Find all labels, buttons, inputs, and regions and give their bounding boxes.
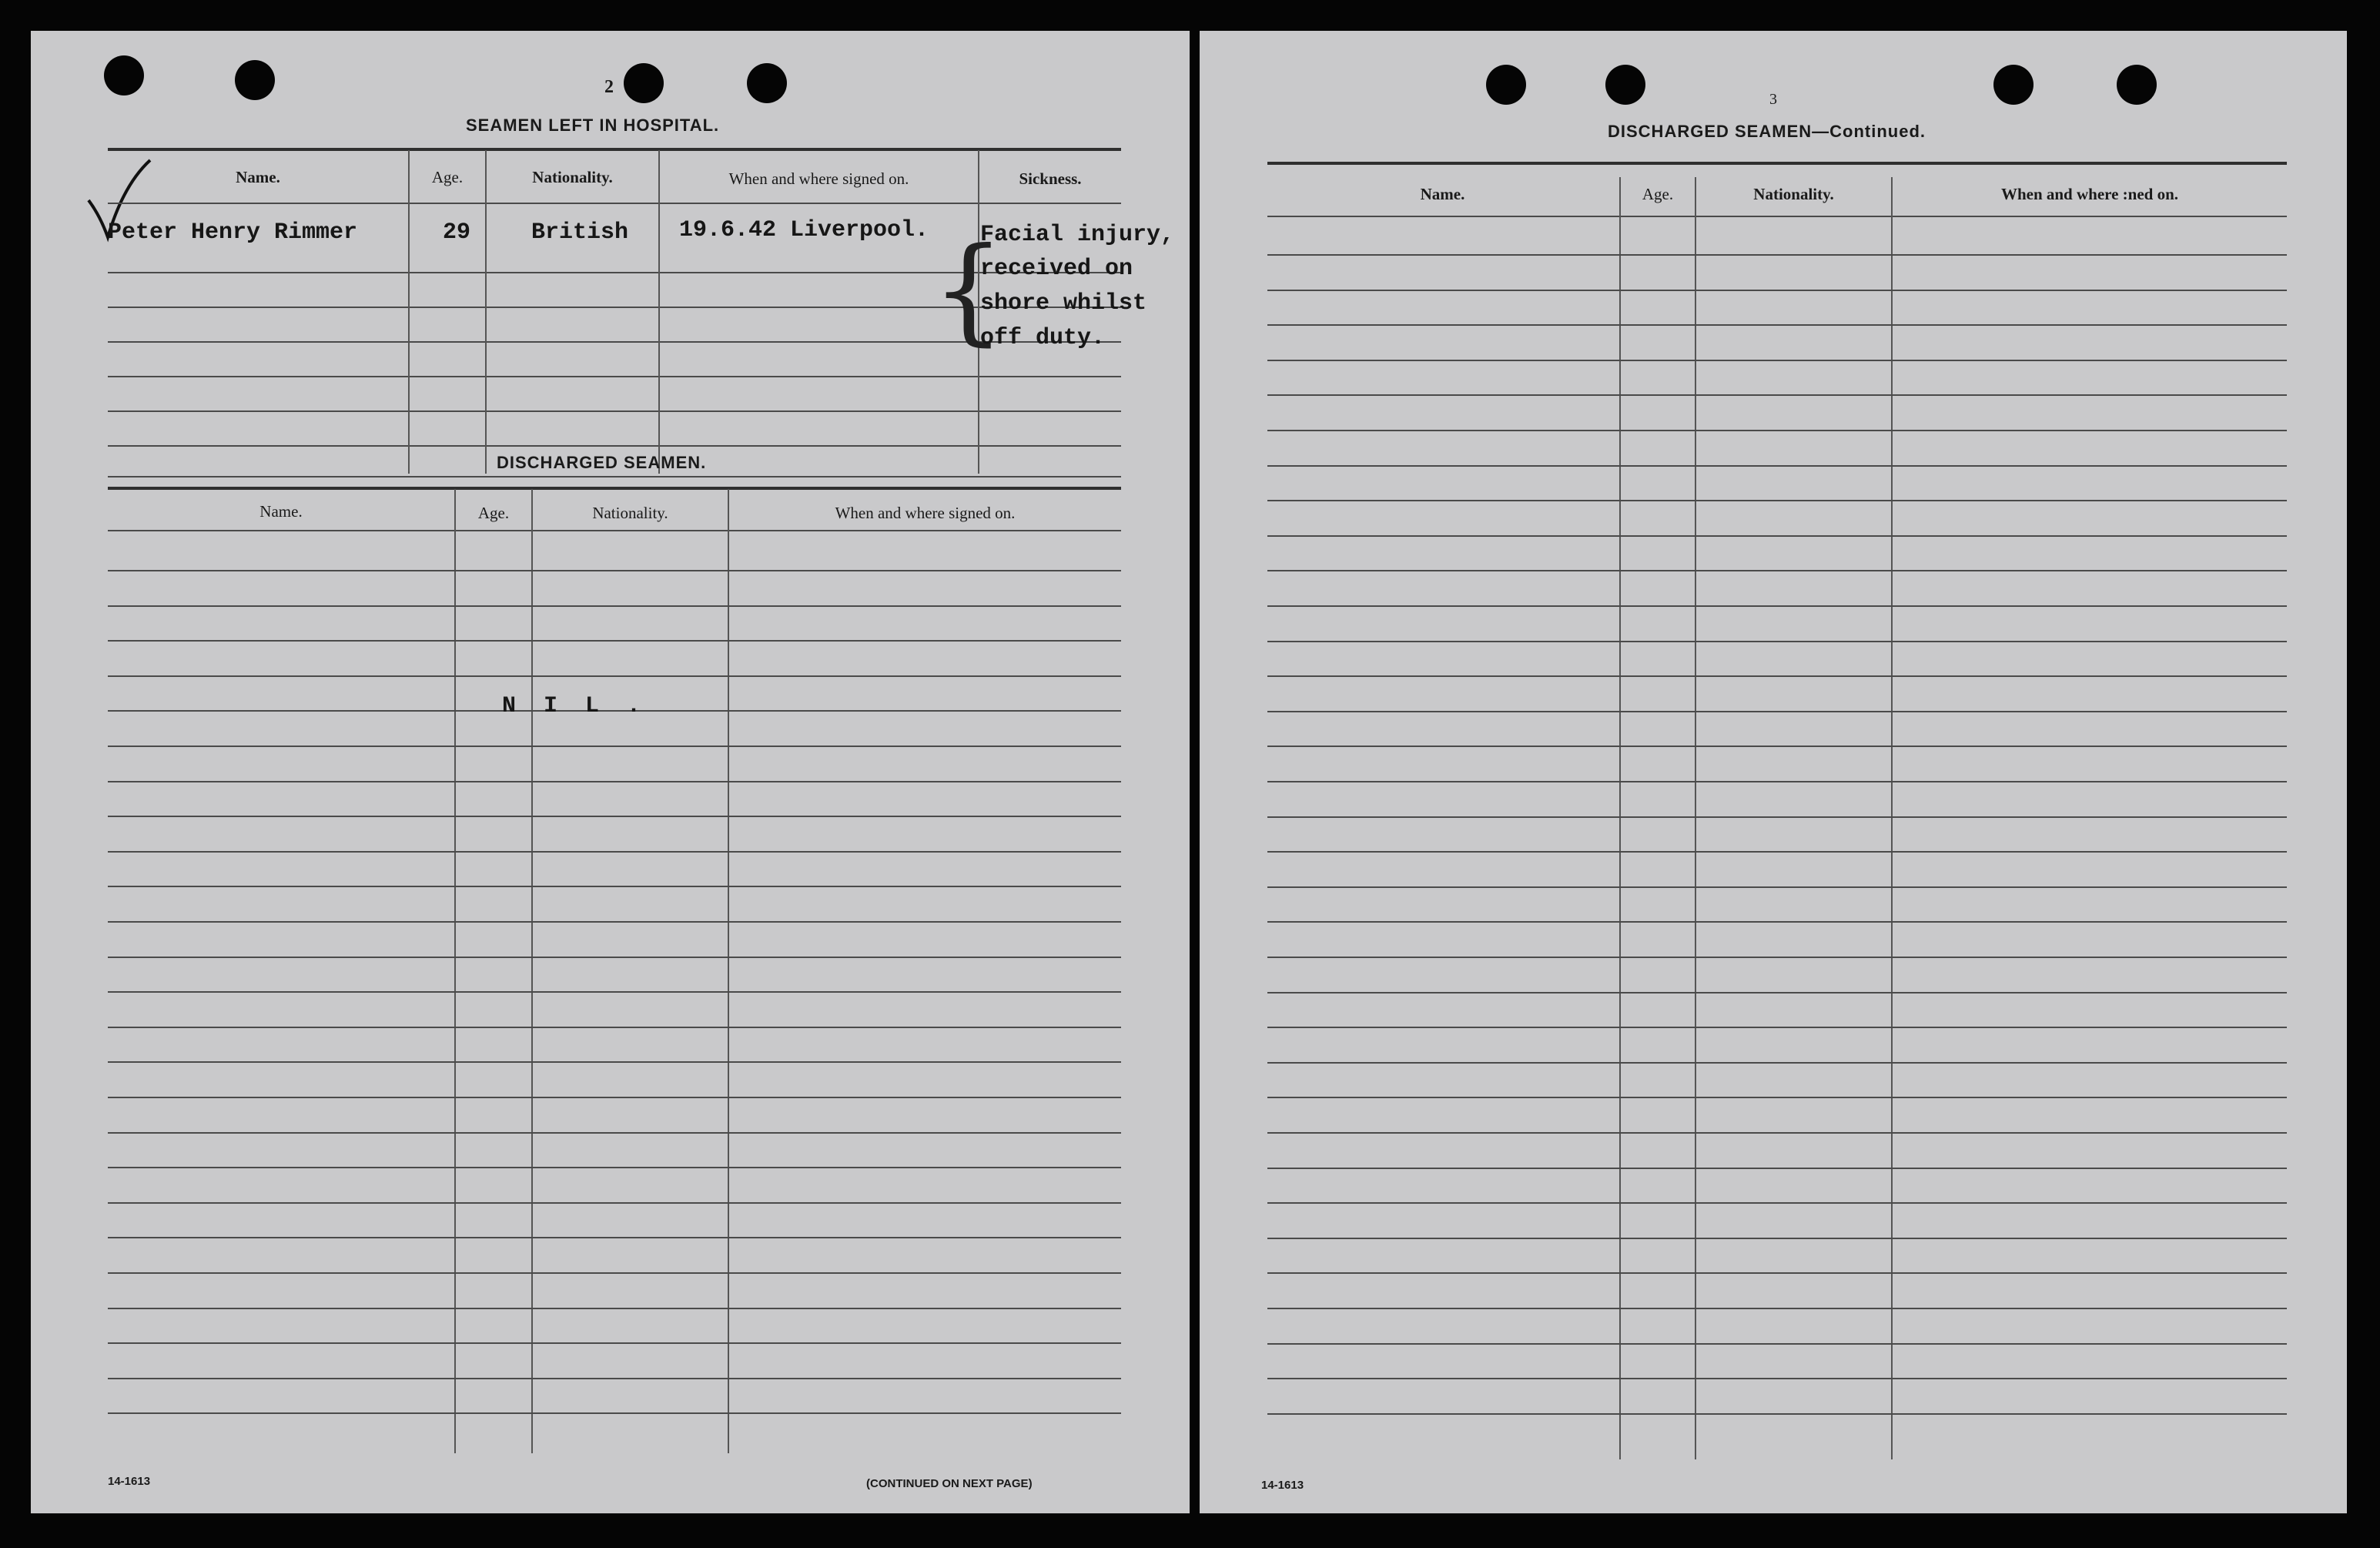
entry-sickness-line: received on xyxy=(980,256,1133,282)
punch-hole xyxy=(235,60,275,100)
column-header-name: Name. xyxy=(236,168,280,186)
table-rule xyxy=(1267,816,2287,818)
table-rule xyxy=(1267,1097,2287,1098)
column-header-nationality: Nationality. xyxy=(592,504,668,522)
table-rule xyxy=(1267,1272,2287,1274)
discharged-continued-title: DISCHARGED SEAMEN—Continued. xyxy=(1608,122,1926,141)
punch-hole xyxy=(2117,65,2157,105)
table-rule xyxy=(1267,535,2287,537)
table-rule xyxy=(1267,290,2287,291)
table-rule xyxy=(108,991,1121,993)
table-rule xyxy=(1267,1308,2287,1309)
table-rule xyxy=(1267,570,2287,571)
continued-note: (CONTINUED ON NEXT PAGE) xyxy=(866,1477,1033,1490)
column-header-nationality: Nationality. xyxy=(1753,185,1834,203)
column-divider xyxy=(1891,177,1893,1459)
column-divider xyxy=(1695,177,1696,1459)
punch-hole xyxy=(104,55,144,95)
punch-hole xyxy=(747,63,787,103)
table-rule xyxy=(108,1342,1121,1344)
column-divider xyxy=(408,150,410,474)
column-divider xyxy=(658,150,660,474)
table-rule xyxy=(108,445,1121,447)
table-rule xyxy=(108,410,1121,412)
table-rule xyxy=(108,1412,1121,1414)
table-rule xyxy=(1267,1027,2287,1028)
table-rule xyxy=(108,746,1121,747)
column-header-sickness: Sickness. xyxy=(1019,169,1082,188)
hospital-section-title: SEAMEN LEFT IN HOSPITAL. xyxy=(466,116,720,135)
table-rule xyxy=(1267,465,2287,467)
table-rule xyxy=(1267,324,2287,326)
nil-entry: N I L . xyxy=(502,693,641,719)
form-number: 14-1613 xyxy=(108,1475,151,1488)
table-rule xyxy=(1267,1378,2287,1379)
table-rule xyxy=(1267,641,2287,642)
table-rule xyxy=(108,1061,1121,1063)
table-rule xyxy=(1267,746,2287,747)
table-rule xyxy=(1267,430,2287,431)
form-number: 14-1613 xyxy=(1261,1479,1304,1492)
table-rule xyxy=(1267,781,2287,782)
column-header-age: Age. xyxy=(477,504,510,522)
table-rule xyxy=(108,886,1121,887)
table-rule xyxy=(108,781,1121,782)
table-rule xyxy=(1267,711,2287,712)
table-rule xyxy=(108,640,1121,642)
table-rule xyxy=(1267,500,2287,501)
table-rule xyxy=(108,851,1121,853)
entry-sickness-line: shore whilst xyxy=(980,290,1147,317)
right-page xyxy=(1200,31,2347,1513)
table-rule xyxy=(108,530,1121,531)
discharged-section-title: DISCHARGED SEAMEN. xyxy=(497,453,707,472)
entry-sickness-line: Facial injury, xyxy=(980,222,1175,248)
column-header-signed-on: When and where signed on. xyxy=(835,504,1016,522)
table-rule xyxy=(1267,605,2287,607)
table-rule xyxy=(1267,216,2287,217)
table-rule xyxy=(1267,1202,2287,1204)
table-rule xyxy=(108,1272,1121,1274)
entry-nationality: British xyxy=(531,219,629,246)
table-rule xyxy=(108,1027,1121,1028)
table-rule xyxy=(1267,1413,2287,1415)
table-rule xyxy=(1267,992,2287,993)
entry-sickness-line: off duty. xyxy=(980,325,1106,351)
table-rule xyxy=(108,921,1121,923)
column-header-name: Name. xyxy=(1420,185,1465,203)
entry-name: Peter Henry Rimmer xyxy=(108,219,358,246)
table-rule xyxy=(108,957,1121,958)
table-rule xyxy=(1267,957,2287,958)
punch-hole xyxy=(1486,65,1526,105)
left-page xyxy=(31,31,1190,1513)
column-header-signed-on: When and where signed on. xyxy=(728,169,909,188)
table-rule xyxy=(108,816,1121,817)
column-header-nationality: Nationality. xyxy=(532,168,613,186)
table-rule xyxy=(1267,1238,2287,1239)
table-rule xyxy=(108,1132,1121,1134)
page-number: 3 xyxy=(1769,91,1777,108)
column-header-age: Age. xyxy=(431,168,464,186)
punch-hole xyxy=(1605,65,1645,105)
table-rule xyxy=(1267,675,2287,677)
table-rule xyxy=(1267,1132,2287,1134)
table-rule xyxy=(1267,360,2287,361)
table-rule xyxy=(1267,1168,2287,1169)
entry-signed-on: 19.6.42 Liverpool. xyxy=(679,217,929,243)
table-rule xyxy=(1267,851,2287,853)
table-rule xyxy=(1267,162,2287,165)
punch-hole xyxy=(624,63,664,103)
table-rule xyxy=(108,605,1121,607)
column-divider xyxy=(485,150,487,474)
table-rule xyxy=(108,675,1121,677)
table-rule xyxy=(108,1202,1121,1204)
table-rule xyxy=(1267,921,2287,923)
table-rule xyxy=(1267,394,2287,396)
column-header-age: Age. xyxy=(1642,185,1674,203)
table-rule xyxy=(108,203,1121,204)
column-header-name: Name. xyxy=(259,502,303,521)
table-rule xyxy=(108,476,1121,477)
table-rule xyxy=(108,570,1121,571)
table-rule xyxy=(108,1167,1121,1168)
table-rule xyxy=(1267,1343,2287,1345)
column-divider xyxy=(1619,177,1621,1459)
page-number: 2 xyxy=(604,77,614,97)
punch-hole xyxy=(1993,65,2034,105)
table-rule xyxy=(1267,886,2287,888)
table-rule xyxy=(108,1237,1121,1238)
table-rule xyxy=(108,376,1121,377)
entry-age: 29 xyxy=(443,219,471,246)
table-rule xyxy=(108,1378,1121,1379)
table-rule xyxy=(108,1308,1121,1309)
brace-glyph: { xyxy=(932,223,1006,357)
table-rule xyxy=(108,1097,1121,1098)
table-rule xyxy=(108,487,1121,490)
table-rule xyxy=(108,148,1121,151)
table-rule xyxy=(1267,1062,2287,1064)
table-rule xyxy=(1267,254,2287,256)
column-header-signed-on: When and where :ned on. xyxy=(2000,185,2179,203)
